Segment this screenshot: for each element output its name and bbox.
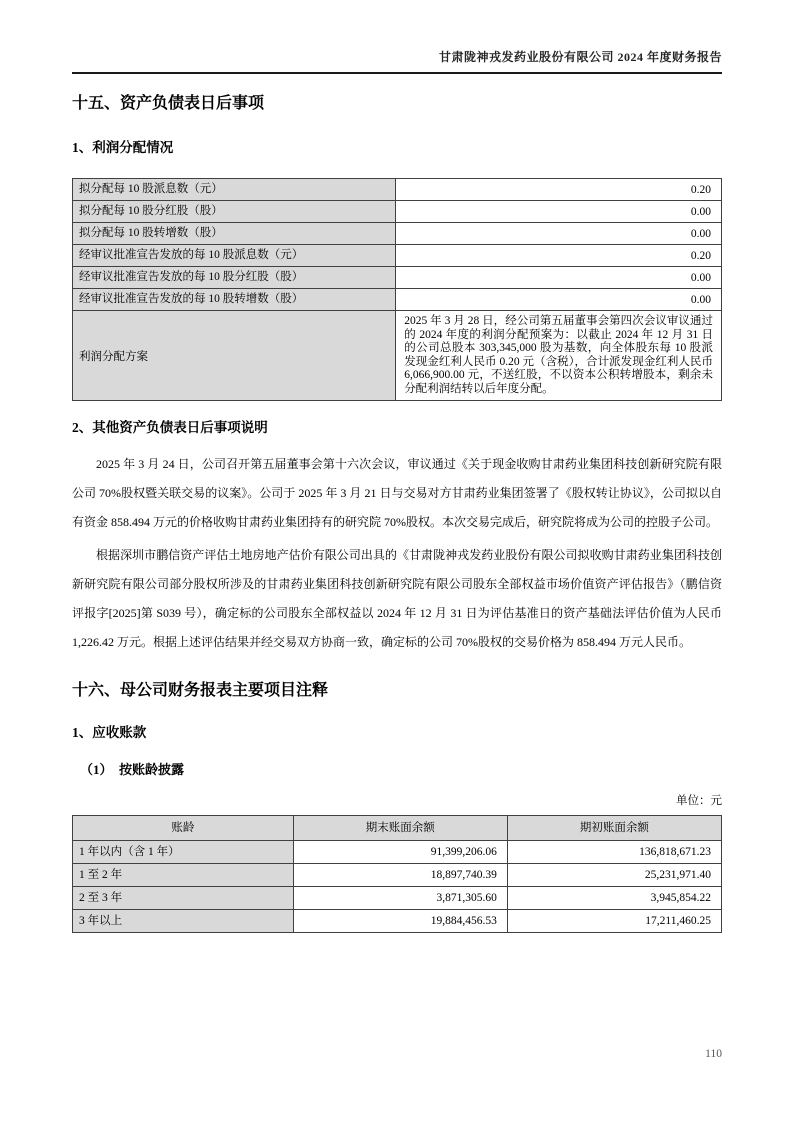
beginning-balance-cell: 3,945,854.22 bbox=[507, 887, 721, 910]
row-value-cell: 0.20 bbox=[396, 179, 722, 201]
ending-balance-cell: 91,399,206.06 bbox=[293, 841, 507, 864]
plan-label-cell: 利润分配方案 bbox=[73, 311, 396, 401]
row-label-cell: 拟分配每 10 股派息数（元） bbox=[73, 179, 396, 201]
row-value-cell: 0.00 bbox=[396, 201, 722, 223]
profit-distribution-table bbox=[72, 178, 722, 401]
header-cell-age: 账龄 bbox=[73, 816, 294, 841]
aging-label-cell: 1 年以内（含 1 年） bbox=[73, 841, 294, 864]
row-label-cell: 经审议批准宣告发放的每 10 股转增数（股） bbox=[73, 289, 396, 311]
beginning-balance-cell: 17,211,460.25 bbox=[507, 910, 721, 933]
table-row bbox=[73, 910, 722, 933]
table-row bbox=[73, 267, 722, 289]
receivables-heading: 1、应收账款 bbox=[72, 725, 147, 740]
unit-label: 单位：元 bbox=[676, 795, 722, 807]
section-15-title: 十五、资产负债表日后事项 bbox=[72, 95, 265, 112]
aging-label-cell: 2 至 3 年 bbox=[73, 887, 294, 910]
row-value-cell: 0.20 bbox=[396, 245, 722, 267]
paragraph: 2025 年 3 月 24 日，公司召开第五届董事会第十六次会议，审议通过《关于现金收购甘肃药业集团科技创新研究院有限公司 70%股权暨关联交易的议案》。公司于 2025 年 3 月 21 日与交易对方甘肃药业集团签署了《股权转让协议》，公司拟以自有资金 858.494 万元的价格收购甘肃药业集团持有的研究院 70%股权。本次交易完成后，研究院将成为公司的控股子公司。 bbox=[72, 457, 722, 529]
header-cell-beginning-balance: 期初账面余额 bbox=[507, 816, 721, 841]
row-label-cell: 拟分配每 10 股转增数（股） bbox=[73, 223, 396, 245]
beginning-balance-cell: 136,818,671.23 bbox=[507, 841, 721, 864]
table-row bbox=[73, 201, 722, 223]
document-page bbox=[72, 0, 722, 933]
beginning-balance-cell: 25,231,971.40 bbox=[507, 864, 721, 887]
plan-text-cell: 2025 年 3 月 28 日，经公司第五届董事会第四次会议审议通过的 2024 年度的利润分配预案为：以截止 2024 年 12 月 31 日的公司总股本 303,345,000 股为基数，向全体股东每 10 股派发现金红利人民币 0.20 元（含税），合计派发现金红利人民币 6,066,900.00 元，不送红股，不以资本公积转增股本，剩余未分配利润结转以后年度分配。 bbox=[396, 311, 722, 401]
profit-distribution-heading: 1、利润分配情况 bbox=[72, 140, 174, 155]
header-cell-ending-balance: 期末账面余额 bbox=[293, 816, 507, 841]
other-events-heading: 2、其他资产负债表日后事项说明 bbox=[72, 420, 268, 435]
row-label-cell: 经审议批准宣告发放的每 10 股分红股（股） bbox=[73, 267, 396, 289]
row-label-cell: 拟分配每 10 股分红股（股） bbox=[73, 201, 396, 223]
aging-label-cell: 3 年以上 bbox=[73, 910, 294, 933]
header-rule bbox=[72, 72, 722, 74]
table-row bbox=[73, 245, 722, 267]
table-header-row bbox=[73, 816, 722, 841]
table-row bbox=[73, 841, 722, 864]
paragraph: 根据深圳市鹏信资产评估土地房地产估价有限公司出具的《甘肃陇神戎发药业股份有限公司拟收购甘肃药业集团科技创新研究院有限公司部分股权所涉及的甘肃药业集团科技创新研究院有限公司股东全部权益市场价值资产评估报告》（鹏信资评报字[2025]第 S039 号），确定标的公司股东全部权益以 2024 年 12 月 31 日为评估基准日的资产基础法评估价值为人民币 1,226.42 万元。根据上述评估结果并经交易双方协商一致，确定标的公司 70%股权的交易价格为 858.494 万元人民币。 bbox=[72, 548, 722, 649]
page-number: 110 bbox=[705, 1048, 722, 1060]
table-row bbox=[73, 223, 722, 245]
table-row bbox=[73, 311, 722, 401]
table-row bbox=[73, 179, 722, 201]
aging-table bbox=[72, 815, 722, 933]
table-row bbox=[73, 864, 722, 887]
ending-balance-cell: 18,897,740.39 bbox=[293, 864, 507, 887]
aging-disclosure-heading: （1） 按账龄披露 bbox=[80, 762, 185, 777]
table-row bbox=[73, 887, 722, 910]
row-value-cell: 0.00 bbox=[396, 267, 722, 289]
ending-balance-cell: 3,871,305.60 bbox=[293, 887, 507, 910]
aging-label-cell: 1 至 2 年 bbox=[73, 864, 294, 887]
row-label-cell: 经审议批准宣告发放的每 10 股派息数（元） bbox=[73, 245, 396, 267]
row-value-cell: 0.00 bbox=[396, 289, 722, 311]
report-header-title: 甘肃陇神戎发药业股份有限公司 2024 年度财务报告 bbox=[438, 50, 722, 64]
ending-balance-cell: 19,884,456.53 bbox=[293, 910, 507, 933]
table-row bbox=[73, 289, 722, 311]
row-value-cell: 0.00 bbox=[396, 223, 722, 245]
section-16-title: 十六、母公司财务报表主要项目注释 bbox=[72, 682, 329, 699]
